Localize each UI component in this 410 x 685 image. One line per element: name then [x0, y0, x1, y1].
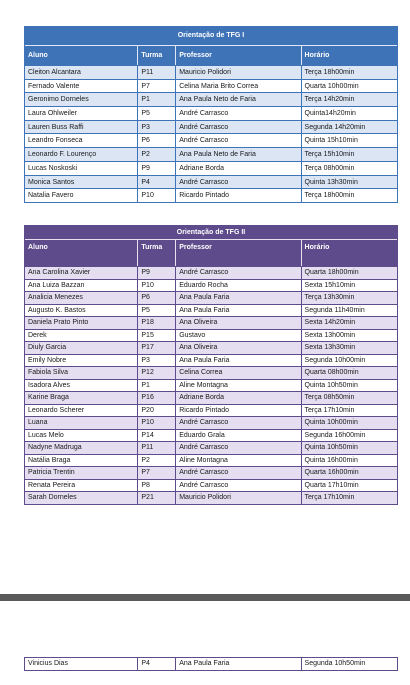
cell-professor: Celina Maria Brito Correa: [175, 80, 300, 93]
cell-horario: Terça 17h10min: [301, 492, 397, 504]
cell-aluno: Lucas Melo: [28, 431, 64, 439]
cell-professor: Ricardo Pintado: [175, 405, 300, 417]
cell-professor: Ana Paula Neto de Faria: [175, 148, 300, 161]
cell-horario: Quinta 10h50min: [301, 380, 397, 392]
cell-turma: P5: [137, 107, 175, 120]
cell-horario: Segunda 16h00min: [301, 430, 397, 442]
cell-aluno: Ana Carolina Xavier: [28, 269, 91, 276]
cell-horario: Terça 13h30min: [301, 292, 397, 304]
table-row: [25, 161, 397, 175]
cell-professor: Gustavo: [175, 330, 300, 342]
cell-turma: P10: [137, 417, 175, 429]
cell-aluno: Diuly Garcia: [28, 344, 67, 351]
cell-turma: P11: [137, 442, 175, 454]
page-break-divider: [0, 594, 410, 601]
cell-aluno: Natalia Favero: [28, 192, 74, 200]
cell-aluno: Natália Braga: [28, 456, 71, 464]
cell-horario: Terça 15h10min: [301, 148, 397, 161]
cell-turma: P4: [137, 176, 175, 189]
cell-turma: P3: [137, 355, 175, 367]
cell-professor: Ricardo Pintado: [175, 189, 300, 202]
header-aluno: Aluno: [28, 52, 48, 59]
cell-professor: Ana Paula Faria: [175, 292, 300, 304]
header-turma: Turma: [137, 46, 175, 65]
cell-professor: Ana Oliveira: [175, 317, 300, 329]
cell-horario: Segunda 10h50min: [301, 658, 397, 670]
cell-professor: Eduardo Grala: [175, 430, 300, 442]
tfg2-title: Orientação de TFG II: [25, 226, 397, 239]
cell-horario: Quarta 18h00min: [301, 267, 397, 279]
cell-aluno: Analicia Menezes: [28, 294, 83, 301]
cell-aluno: Fernado Valente: [28, 82, 80, 90]
cell-turma: P17: [137, 342, 175, 354]
cell-aluno: Nadyne Madruga: [28, 444, 82, 451]
cell-professor: André Carrasco: [175, 176, 300, 189]
table-row: [25, 316, 397, 329]
cell-aluno: Monica Santos: [28, 178, 75, 186]
cell-professor: Adriane Borda: [175, 392, 300, 404]
table-row: [25, 491, 397, 504]
table-row: [25, 188, 397, 202]
cell-turma: P10: [137, 280, 175, 292]
cell-aluno: Leonardo F. Lourenço: [28, 151, 97, 159]
table-row: [25, 379, 397, 392]
cell-aluno: Lauren Buss Raffi: [28, 123, 84, 131]
cell-aluno: Fabiola Silva: [28, 369, 69, 376]
cell-horario: Sexta 14h20min: [301, 317, 397, 329]
table-row: [25, 175, 397, 189]
cell-professor: Ana Paula Faria: [175, 355, 300, 367]
cell-horario: Quinta 10h50min: [301, 442, 397, 454]
table-row: [25, 341, 397, 354]
cell-horario: Terça 17h10min: [301, 405, 397, 417]
tfg2-continuation-table: [24, 657, 398, 671]
cell-horario: Segunda 11h40min: [301, 305, 397, 317]
header-turma: Turma: [137, 240, 175, 266]
cell-aluno: Lucas Noskoski: [28, 164, 78, 172]
cell-turma: P11: [137, 66, 175, 79]
cell-horario: Quinta14h20min: [301, 107, 397, 120]
cell-horario: Segunda 14h20min: [301, 121, 397, 134]
cell-turma: P7: [137, 467, 175, 479]
tfg2-table: [24, 225, 398, 505]
cell-professor: André Carrasco: [175, 417, 300, 429]
cell-turma: P6: [137, 134, 175, 147]
table-row: [25, 65, 397, 79]
table-row: [25, 92, 397, 106]
cell-aluno: Isadora Alves: [28, 381, 71, 389]
cell-horario: Quarta 17h10min: [301, 480, 397, 492]
table-row: [25, 416, 397, 429]
cell-aluno: Luana: [28, 419, 48, 426]
cell-aluno: Karine Braga: [28, 394, 69, 401]
cell-aluno: Geronimo Dorneles: [28, 96, 89, 104]
tfg1-header-row: [25, 45, 397, 65]
cell-horario: Segunda 10h00min: [301, 355, 397, 367]
cell-horario: Sexta 13h00min: [301, 330, 397, 342]
table-row: [25, 658, 397, 670]
cell-turma: P12: [137, 367, 175, 379]
cell-turma: P20: [137, 405, 175, 417]
cell-professor: Aline Montagna: [175, 455, 300, 467]
cell-turma: P9: [137, 267, 175, 279]
table-row: [25, 404, 397, 417]
cell-horario: Terça 08h00min: [301, 162, 397, 175]
cell-turma: P14: [137, 430, 175, 442]
cell-turma: P1: [137, 93, 175, 106]
table-row: [25, 441, 397, 454]
table-row: [25, 266, 397, 279]
table-row: [25, 304, 397, 317]
cell-horario: Terça 14h20min: [301, 93, 397, 106]
tfg2-header-row: [25, 239, 397, 266]
header-horario: Horário: [301, 240, 397, 266]
cell-turma: P21: [137, 492, 175, 504]
cell-horario: Terça 08h50min: [301, 392, 397, 404]
cell-turma: P2: [137, 455, 175, 467]
cell-horario: Quinta 10h00min: [301, 417, 397, 429]
table-row: [25, 329, 397, 342]
cell-professor: Adriane Borda: [175, 162, 300, 175]
cell-professor: André Carrasco: [175, 134, 300, 147]
tfg1-title: Orientação de TFG I: [25, 27, 397, 45]
header-horario: Horário: [301, 46, 397, 65]
cell-aluno: Sarah Dorneles: [28, 494, 77, 501]
cell-aluno: Augusto K. Bastos: [28, 306, 86, 314]
table-row: [25, 291, 397, 304]
cell-professor: Ana Paula Faria: [175, 305, 300, 317]
cell-professor: Mauricio Polidori: [175, 66, 300, 79]
cell-horario: Quarta 08h00min: [301, 367, 397, 379]
table-row: [25, 354, 397, 367]
table-row: [25, 454, 397, 467]
cell-turma: P10: [137, 189, 175, 202]
cell-aluno: Laura Ohlweiler: [28, 110, 78, 118]
cell-professor: André Carrasco: [175, 267, 300, 279]
cell-professor: Ana Oliveira: [175, 342, 300, 354]
cell-horario: Quinta 16h00min: [301, 455, 397, 467]
header-aluno: Aluno: [28, 244, 48, 251]
cell-turma: P1: [137, 380, 175, 392]
table-row: [25, 429, 397, 442]
tfg1-table: [24, 26, 398, 203]
cell-professor: Aline Montagna: [175, 380, 300, 392]
cell-horario: Terça 18h00min: [301, 66, 397, 79]
cell-aluno: Derek: [28, 331, 47, 339]
table-row: [25, 120, 397, 134]
cell-professor: Ana Paula Faria: [175, 658, 300, 670]
table-row: [25, 147, 397, 161]
cell-turma: P6: [137, 292, 175, 304]
table-row: [25, 106, 397, 120]
cell-turma: P3: [137, 121, 175, 134]
table-row: [25, 79, 397, 93]
cell-horario: Quarta 16h00min: [301, 467, 397, 479]
cell-horario: Quarta 10h00min: [301, 80, 397, 93]
header-professor: Professor: [175, 240, 300, 266]
cell-horario: Sexta 13h30min: [301, 342, 397, 354]
cell-aluno: Ana Luiza Bazzan: [28, 281, 85, 289]
table-row: [25, 279, 397, 292]
tfg1-body: [25, 65, 397, 202]
table-row: [25, 366, 397, 379]
cell-aluno: Vinicius Dias: [28, 660, 68, 667]
cell-professor: Eduardo Rocha: [175, 280, 300, 292]
cell-aluno: Daniela Prato Pinto: [28, 319, 89, 326]
cell-aluno: Leonardo Scherer: [28, 406, 85, 414]
tfg2-body: [25, 266, 397, 504]
tfg2-continuation-body: [25, 658, 397, 670]
cell-horario: Terça 18h00min: [301, 189, 397, 202]
cell-professor: Ana Paula Neto de Faria: [175, 93, 300, 106]
cell-turma: P8: [137, 480, 175, 492]
table-row: [25, 466, 397, 479]
cell-professor: André Carrasco: [175, 467, 300, 479]
cell-horario: Quinta 13h30min: [301, 176, 397, 189]
cell-turma: P16: [137, 392, 175, 404]
cell-turma: P15: [137, 330, 175, 342]
cell-turma: P2: [137, 148, 175, 161]
cell-aluno: Cleiton Alcantara: [28, 69, 81, 76]
cell-aluno: Renata Pereira: [28, 481, 76, 489]
cell-professor: Mauricio Polidori: [175, 492, 300, 504]
cell-professor: André Carrasco: [175, 107, 300, 120]
cell-professor: André Carrasco: [175, 442, 300, 454]
cell-professor: Celina Correa: [175, 367, 300, 379]
cell-professor: André Carrasco: [175, 121, 300, 134]
table-row: [25, 391, 397, 404]
cell-horario: Sexta 15h10min: [301, 280, 397, 292]
cell-aluno: Leandro Fonseca: [28, 137, 83, 145]
cell-aluno: Patricia Trentin: [28, 469, 75, 476]
cell-turma: P7: [137, 80, 175, 93]
table-row: [25, 479, 397, 492]
cell-turma: P9: [137, 162, 175, 175]
cell-horario: Quinta 15h10min: [301, 134, 397, 147]
cell-turma: P4: [137, 658, 175, 670]
cell-aluno: Emily Nobre: [28, 356, 67, 364]
table-row: [25, 133, 397, 147]
cell-turma: P5: [137, 305, 175, 317]
cell-turma: P18: [137, 317, 175, 329]
header-professor: Professor: [175, 46, 300, 65]
cell-professor: André Carrasco: [175, 480, 300, 492]
